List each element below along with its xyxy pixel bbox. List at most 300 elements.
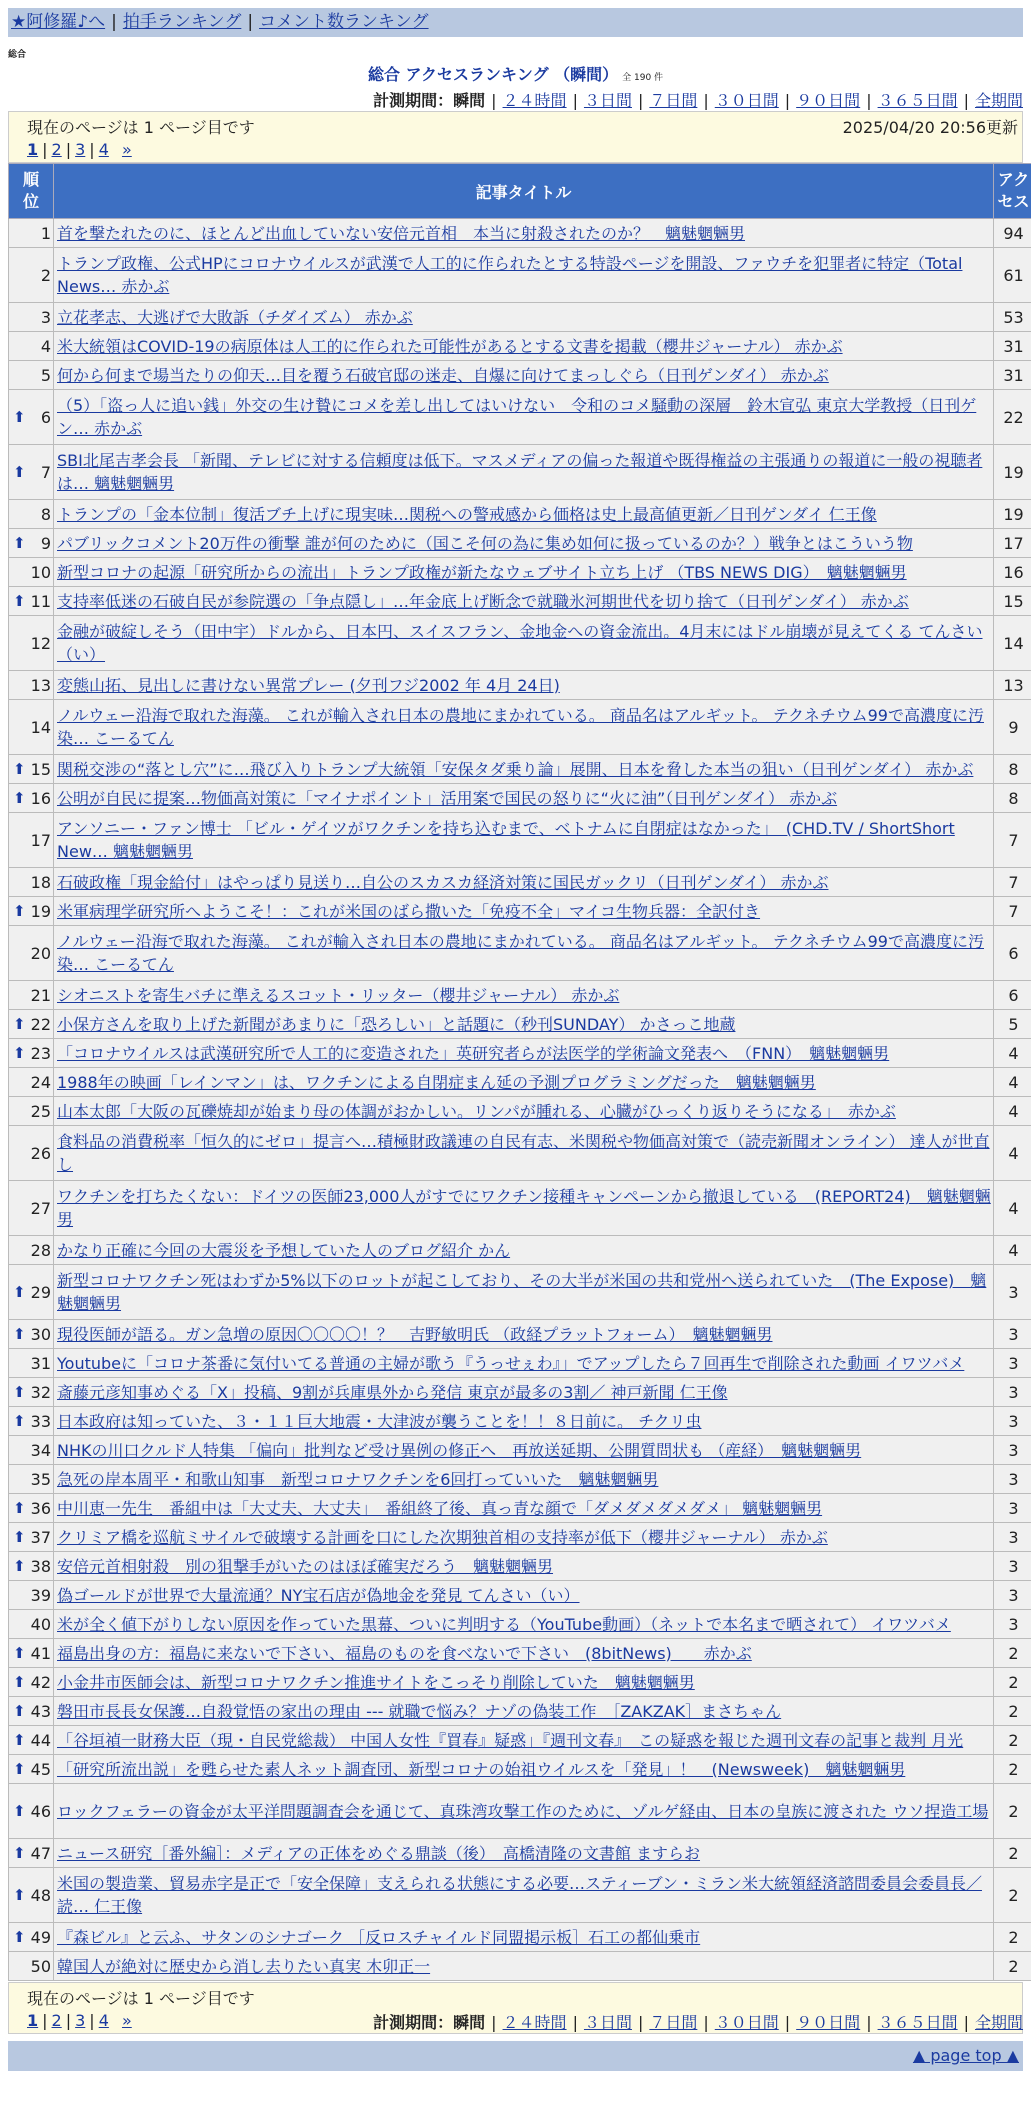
access-count: 4 bbox=[994, 1236, 1031, 1265]
title-cell bbox=[54, 445, 994, 500]
rank-cell bbox=[9, 332, 54, 361]
period-separator: | bbox=[572, 2013, 578, 2032]
table-row bbox=[9, 700, 1031, 755]
rank-cell bbox=[9, 1236, 54, 1265]
period-link[interactable]: ３０日間 bbox=[714, 2013, 779, 2032]
article-link[interactable]: 関税交渉の“落とし穴”に…飛び入りトランプ大統領「安保タダ乗り論」展開、日本を脅した本当の狙い（日刊ゲンダイ） 赤かぶ bbox=[57, 759, 974, 779]
access-count: 2 bbox=[994, 1639, 1031, 1668]
table-row bbox=[9, 1068, 1031, 1097]
access-count: 3 bbox=[994, 1265, 1031, 1320]
access-count: 3 bbox=[994, 1378, 1031, 1407]
table-row bbox=[9, 784, 1031, 813]
table-row bbox=[9, 671, 1031, 700]
up-arrow-icon: ⬆ bbox=[13, 1702, 26, 1720]
rank-cell bbox=[9, 303, 54, 332]
title-cell bbox=[54, 981, 994, 1010]
table-row bbox=[9, 1378, 1031, 1407]
rank-number: 24 bbox=[30, 1072, 51, 1092]
page-link[interactable]: 4 bbox=[98, 140, 109, 159]
article-link[interactable]: 小保方さんを取り上げた新聞があまりに「恐ろしい」と話題に（秒刊SUNDAY） かさっこ地蔵 bbox=[57, 1014, 736, 1034]
rank-cell bbox=[9, 1755, 54, 1784]
table-row bbox=[9, 587, 1031, 616]
article-link[interactable]: パブリックコメント20万件の衝撃 誰が何のために（国こそ何の為に集め如何に扱っているのか？）戦争とはこういう物 bbox=[57, 533, 913, 553]
access-count: 17 bbox=[994, 529, 1031, 558]
table-row bbox=[9, 1236, 1031, 1265]
up-arrow-icon: ⬆ bbox=[13, 902, 26, 920]
home-link[interactable]: ★阿修羅♪へ bbox=[11, 12, 106, 32]
access-count: 13 bbox=[994, 671, 1031, 700]
top-nav-bar bbox=[8, 8, 1023, 37]
rank-number: 2 bbox=[40, 265, 51, 285]
page-separator bbox=[113, 2011, 118, 2030]
rank-cell bbox=[9, 700, 54, 755]
rank-cell bbox=[9, 1349, 54, 1378]
article-link[interactable]: 山本太郎「大阪の瓦礫焼却が始まり母の体調がおかしい。リンパが腫れる、心臓がひっくり返りそうになる」 赤かぶ bbox=[57, 1101, 896, 1121]
access-count: 2 bbox=[994, 1952, 1031, 1981]
rank-number: 37 bbox=[30, 1527, 51, 1547]
table-row bbox=[9, 529, 1031, 558]
access-count: 7 bbox=[994, 868, 1031, 897]
period-separator: | bbox=[637, 91, 644, 110]
rank-cell bbox=[9, 1923, 54, 1952]
title-cell bbox=[54, 1068, 994, 1097]
title-cell bbox=[54, 1755, 994, 1784]
rank-number: 49 bbox=[30, 1927, 51, 1947]
up-arrow-icon: ⬆ bbox=[13, 1044, 26, 1062]
rank-number: 25 bbox=[30, 1101, 51, 1121]
article-link[interactable]: ロックフェラーの資金が太平洋問題調査会を通じて、真珠湾攻撃工作のために、ゾルゲ経由、日本の皇族に渡された ウソ捏造工場 bbox=[57, 1801, 989, 1821]
rank-number: 27 bbox=[30, 1198, 51, 1218]
page-link-current[interactable]: 1 bbox=[27, 140, 39, 159]
table-row bbox=[9, 1639, 1031, 1668]
rank-cell bbox=[9, 248, 54, 303]
rank-number: 23 bbox=[30, 1043, 51, 1063]
access-count: 3 bbox=[994, 1436, 1031, 1465]
rank-number: 1 bbox=[40, 223, 51, 243]
table-row bbox=[9, 1552, 1031, 1581]
rank-header: 順位 bbox=[9, 164, 54, 219]
article-link[interactable]: 公明が自民に提案…物価高対策に「マイナポイント」活用案で国民の怒りに“火に油”（日刊ゲンダイ） 赤かぶ bbox=[57, 788, 838, 808]
rank-number: 41 bbox=[30, 1643, 51, 1663]
ranking-table bbox=[8, 163, 1031, 1981]
article-link[interactable]: （5）「盗っ人に追い銭」外交の生け贄にコメを差し出してはいけない 令和のコメ騒動の深層 鈴木宣弘 東京大学教授（日刊ゲン… 赤かぶ bbox=[57, 396, 977, 438]
up-arrow-icon: ⬆ bbox=[13, 789, 26, 807]
article-link[interactable]: 首を撃たれたのに、ほとんど出血していない安倍元首相 本当に射殺されたのか？ 魑魅魍魎男 bbox=[57, 223, 746, 243]
article-link[interactable]: 米軍病理学研究所へようこそ！：これが米国のばら撒いた「免疫不全」マイコ生物兵器：全訳付き bbox=[57, 901, 761, 921]
paging-box-top bbox=[8, 111, 1023, 163]
table-row bbox=[9, 926, 1031, 981]
page-link[interactable]: 4 bbox=[98, 2011, 109, 2030]
rank-cell bbox=[9, 1097, 54, 1126]
article-link[interactable]: 金融が破綻しそう（田中宇）ドルから、日本円、スイスフラン、金地金への資金流出。4月末にはドル崩壊が見えてくる てんさい（い） bbox=[57, 622, 983, 664]
up-arrow-icon: ⬆ bbox=[13, 1412, 26, 1430]
article-link[interactable]: SBI北尾吉孝会長 「新聞、テレビに対する信頼度は低下。マスメディアの偏った報道や既得権益の主張通りの報道に一般の視聴者は… 魑魅魍魎男 bbox=[57, 451, 983, 493]
rank-cell bbox=[9, 1265, 54, 1320]
article-link[interactable]: クリミア橋を巡航ミサイルで破壊する計画を口にした次期独首相の支持率が低下（櫻井ジャーナル） 赤かぶ bbox=[57, 1527, 828, 1547]
access-count: 7 bbox=[994, 897, 1031, 926]
article-link[interactable]: ノルウェー沿海で取れた海藻。 これが輸入され日本の農地にまかれている。 商品名はアルギット。 テクネチウム99で高濃度に汚染… こーるてん bbox=[57, 706, 984, 748]
category-label: 総合 bbox=[8, 50, 27, 60]
article-link[interactable]: 立花孝志、大逃げで大敗訴（チダイズム） 赤かぶ bbox=[57, 307, 413, 327]
table-row bbox=[9, 1784, 1031, 1839]
pager-top bbox=[27, 140, 132, 159]
title-cell bbox=[54, 1697, 994, 1726]
title-cell bbox=[54, 219, 994, 248]
title-cell bbox=[54, 926, 994, 981]
up-arrow-icon: ⬆ bbox=[13, 1325, 26, 1343]
rank-number: 31 bbox=[30, 1353, 51, 1373]
period-link[interactable]: ３日間 bbox=[583, 2013, 632, 2032]
page-separator: | bbox=[65, 2011, 72, 2030]
rank-number: 33 bbox=[30, 1411, 51, 1431]
rank-cell bbox=[9, 671, 54, 700]
article-link[interactable]: 変態山拓、見出しに書けない異常プレー (夕刊フジ2002 年 4月 24日) bbox=[57, 675, 560, 695]
table-row bbox=[9, 1755, 1031, 1784]
article-link[interactable]: ノルウェー沿海で取れた海藻。 これが輸入され日本の農地にまかれている。 商品名はアルギット。 テクネチウム99で高濃度に汚染… こーるてん bbox=[57, 932, 984, 974]
rank-cell bbox=[9, 445, 54, 500]
title-cell bbox=[54, 1349, 994, 1378]
access-count: 19 bbox=[994, 445, 1031, 500]
page-link-current[interactable]: 1 bbox=[27, 2011, 39, 2030]
ranking-title: 総合 アクセスランキング （瞬間） bbox=[367, 65, 619, 84]
period-label: 計測期間： bbox=[373, 2013, 454, 2032]
article-link[interactable]: 安倍元首相射殺 別の狙撃手がいたのはほぼ確実だろう 魑魅魍魎男 bbox=[57, 1556, 554, 1576]
period-link[interactable]: ３６５日間 bbox=[877, 2013, 958, 2032]
pager-bottom bbox=[27, 2011, 132, 2030]
article-link[interactable]: アンソニー・ファン博士 「ビル・ゲイツがワクチンを持ち込むまで、ベトナムに自閉症はなかった」 (CHD.TV / ShortShort New… 魑魅魍魎男 bbox=[57, 819, 955, 861]
rank-number: 40 bbox=[30, 1614, 51, 1634]
article-link[interactable]: 新型コロナワクチン死はわずか5%以下のロットが起こしており、その大半が米国の共和党州へ送られていた (The Expose) 魑魅魍魎男 bbox=[57, 1271, 987, 1313]
article-link[interactable]: 米大統領はCOVID-19の病原体は人工的に作られた可能性があるとする文書を掲載（櫻井ジャーナル） 赤かぶ bbox=[57, 336, 843, 356]
access-count: 3 bbox=[994, 1349, 1031, 1378]
table-row bbox=[9, 219, 1031, 248]
access-count: 2 bbox=[994, 1726, 1031, 1755]
title-cell bbox=[54, 1610, 994, 1639]
table-row bbox=[9, 1465, 1031, 1494]
period-link[interactable]: ２４時間 bbox=[502, 91, 567, 110]
rank-number: 14 bbox=[30, 717, 51, 737]
access-count: 4 bbox=[994, 1097, 1031, 1126]
up-arrow-icon: ⬆ bbox=[13, 1760, 26, 1778]
rank-cell bbox=[9, 1126, 54, 1181]
title-cell bbox=[54, 587, 994, 616]
access-count: 2 bbox=[994, 1668, 1031, 1697]
rank-number: 4 bbox=[40, 336, 51, 356]
rank-number: 7 bbox=[40, 462, 51, 482]
rank-cell bbox=[9, 1523, 54, 1552]
access-count: 3 bbox=[994, 1465, 1031, 1494]
title-cell bbox=[54, 390, 994, 445]
table-row bbox=[9, 500, 1031, 529]
article-link[interactable]: 日本政府は知っていた、３・１１巨大地震・大津波が襲うことを！！８日前に。 チクリ虫 bbox=[57, 1411, 702, 1431]
bottom-bar bbox=[8, 2041, 1023, 2071]
article-link[interactable]: 何から何まで場当たりの仰天…目を覆う石破官邸の迷走、自爆に向けてまっしぐら（日刊ゲンダイ） 赤かぶ bbox=[57, 365, 829, 385]
rank-number: 26 bbox=[30, 1143, 51, 1163]
title-cell bbox=[54, 1436, 994, 1465]
page-separator: | bbox=[42, 2011, 48, 2030]
title-cell bbox=[54, 1181, 994, 1236]
access-header: アクセス bbox=[994, 164, 1031, 219]
article-link[interactable]: 「研究所流出説」を甦らせた素人ネット調査団、新型コロナの始祖ウイルスを「発見」！ (Newsweek) 魑魅魍魎男 bbox=[57, 1759, 906, 1779]
period-selector-bottom bbox=[373, 2010, 1023, 2033]
access-count: 19 bbox=[994, 500, 1031, 529]
page-top-link[interactable]: ▲ page top ▲ bbox=[912, 2046, 1019, 2065]
rank-number: 19 bbox=[30, 901, 51, 921]
rank-number: 46 bbox=[30, 1801, 51, 1821]
period-separator: | bbox=[963, 2013, 969, 2032]
access-count: 94 bbox=[994, 219, 1031, 248]
title-cell bbox=[54, 813, 994, 868]
title-cell bbox=[54, 500, 994, 529]
page-separator bbox=[113, 140, 118, 159]
period-selector-top bbox=[373, 88, 1023, 111]
table-row bbox=[9, 361, 1031, 390]
access-count: 6 bbox=[994, 981, 1031, 1010]
title-cell bbox=[54, 700, 994, 755]
article-link[interactable]: 韓国人が絶対に歴史から消し去りたい真実 木卯正一 bbox=[57, 1956, 431, 1976]
article-link[interactable]: 福島出身の方：福島に来ないで下さい、福島のものを食べないで下さい (8bitNews) 赤かぶ bbox=[57, 1643, 752, 1663]
period-separator: | bbox=[784, 2013, 791, 2032]
article-link[interactable]: 「谷垣禎一財務大臣（現・自民党総裁） 中国人女性『買春』疑惑」『週刊文春』 この疑惑を報じた週刊文春の記事と裁判 月光 bbox=[57, 1730, 964, 1750]
rank-number: 9 bbox=[40, 533, 51, 553]
page-separator: | bbox=[42, 140, 48, 159]
title-cell bbox=[54, 1407, 994, 1436]
title-cell bbox=[54, 361, 994, 390]
period-link[interactable]: ３６５日間 bbox=[877, 91, 958, 110]
rank-number: 30 bbox=[30, 1324, 51, 1344]
access-count: 6 bbox=[994, 926, 1031, 981]
up-arrow-icon: ⬆ bbox=[13, 1383, 26, 1401]
comment-ranking-link[interactable]: コメント数ランキング bbox=[259, 12, 429, 32]
article-link[interactable]: 食料品の消費税率「恒久的にゼロ」提言へ…積極財政議連の自民有志、米関税や物価高対策で（読売新聞オンライン） 達人が世直し bbox=[57, 1132, 990, 1174]
nav-separator: | bbox=[247, 12, 254, 32]
title-cell bbox=[54, 1378, 994, 1407]
access-count: 3 bbox=[994, 1407, 1031, 1436]
table-row bbox=[9, 616, 1031, 671]
period-link[interactable]: ９０日間 bbox=[796, 91, 861, 110]
page-link[interactable]: 2 bbox=[51, 2011, 62, 2030]
title-cell bbox=[54, 1784, 994, 1839]
rank-number: 20 bbox=[30, 943, 51, 963]
period-separator: | bbox=[963, 91, 969, 110]
title-cell bbox=[54, 897, 994, 926]
article-link[interactable]: 偽ゴールドが世界で大量流通？NY宝石店が偽地金を発見 てんさい（い） bbox=[57, 1585, 580, 1605]
table-row bbox=[9, 1610, 1031, 1639]
article-link[interactable]: 磐田市長長女保護…自殺覚悟の家出の理由 --- 就職で悩み？ナゾの偽装工作 ［ZAKZAK］まさちゃん bbox=[57, 1701, 782, 1721]
rank-cell bbox=[9, 1010, 54, 1039]
article-link[interactable]: 小金井市医師会は、新型コロナワクチン推進サイトをこっそり削除していた 魑魅魍魎男 bbox=[57, 1672, 695, 1692]
rank-number: 47 bbox=[30, 1843, 51, 1863]
table-row bbox=[9, 248, 1031, 303]
page-link[interactable]: 2 bbox=[51, 140, 62, 159]
page-separator: | bbox=[89, 140, 95, 159]
table-row bbox=[9, 1839, 1031, 1868]
rank-cell bbox=[9, 981, 54, 1010]
article-link[interactable]: 中川恵一先生 番組中は「大丈夫、大丈夫」 番組終了後、真っ青な顔で「ダメダメダメダメ」 魑魅魍魎男 bbox=[57, 1498, 823, 1518]
table-row bbox=[9, 1039, 1031, 1068]
up-arrow-icon: ⬆ bbox=[13, 1886, 26, 1904]
up-arrow-icon: ⬆ bbox=[13, 1557, 26, 1575]
title-cell bbox=[54, 1465, 994, 1494]
rank-cell bbox=[9, 1436, 54, 1465]
rank-number: 3 bbox=[40, 307, 51, 327]
article-link[interactable]: かなり正確に今回の大震災を予想していた人のブログ紹介 かん bbox=[57, 1240, 511, 1260]
access-count: 14 bbox=[994, 616, 1031, 671]
rank-number: 45 bbox=[30, 1759, 51, 1779]
table-row bbox=[9, 558, 1031, 587]
article-link[interactable]: 支持率低迷の石破自民が参院選の「争点隠し」…年金底上げ断念で就職氷河期世代を切り捨て（日刊ゲンダイ） 赤かぶ bbox=[57, 591, 909, 611]
rank-number: 50 bbox=[30, 1956, 51, 1976]
up-arrow-icon: ⬆ bbox=[13, 1673, 26, 1691]
table-row bbox=[9, 1868, 1031, 1923]
title-cell bbox=[54, 248, 994, 303]
article-link[interactable]: 新型コロナの起源「研究所からの流出」トランプ政権が新たなウェブサイト立ち上げ （TBS NEWS DIG） 魑魅魍魎男 bbox=[57, 562, 907, 582]
access-count: 3 bbox=[994, 1523, 1031, 1552]
rank-number: 32 bbox=[30, 1382, 51, 1402]
next-page-link[interactable]: » bbox=[121, 140, 132, 159]
access-count: 3 bbox=[994, 1320, 1031, 1349]
article-link[interactable]: 米が全く値下がりしない原因を作っていた黒幕、ついに判明する（YouTube動画）（ネットで本名まで晒されて） イワツバメ bbox=[57, 1614, 951, 1634]
access-count: 2 bbox=[994, 1923, 1031, 1952]
article-link[interactable]: 石破政権「現金給付」はやっぱり見送り…自公のスカスカ経済対策に国民ガックリ（日刊ゲンダイ） 赤かぶ bbox=[57, 872, 829, 892]
title-cell bbox=[54, 1839, 994, 1868]
rank-cell bbox=[9, 1581, 54, 1610]
total-count: 全 190 件 bbox=[622, 73, 664, 83]
article-link[interactable]: Youtubeに「コロナ茶番に気付いてる普通の主婦が歌う『うっせぇわ』」でアップしたら７回再生で削除された動画 イワツバメ bbox=[57, 1353, 965, 1373]
rank-number: 16 bbox=[30, 788, 51, 808]
rank-cell bbox=[9, 1868, 54, 1923]
title-cell bbox=[54, 1010, 994, 1039]
title-cell bbox=[54, 529, 994, 558]
period-link[interactable]: ９０日間 bbox=[796, 2013, 861, 2032]
article-link[interactable]: シオニストを寄生バチに準えるスコット・リッター（櫻井ジャーナル） 赤かぶ bbox=[57, 985, 620, 1005]
table-row bbox=[9, 1126, 1031, 1181]
next-page-link[interactable]: » bbox=[121, 2011, 132, 2030]
article-link[interactable]: 『森ビル』と云ふ、サタンのシナゴーク ［反ロスチャイルド同盟掲示板］石工の都仙乗市 bbox=[57, 1927, 701, 1947]
period-link[interactable]: ３０日間 bbox=[714, 91, 779, 110]
article-link[interactable]: 「コロナウイルスは武漢研究所で人工的に変造された」英研究者らが法医学的学術論文発表へ （FNN） 魑魅魍魎男 bbox=[57, 1043, 890, 1063]
clap-ranking-link[interactable]: 拍手ランキング bbox=[122, 12, 242, 32]
title-header: 記事タイトル bbox=[54, 164, 994, 219]
rank-cell bbox=[9, 813, 54, 868]
rank-cell bbox=[9, 1039, 54, 1068]
access-count: 5 bbox=[994, 1010, 1031, 1039]
article-link[interactable]: 斎藤元彦知事めぐる「X」投稿、9割が兵庫県外から発信 東京が最多の3割／ 神戸新聞 仁王像 bbox=[57, 1382, 728, 1402]
up-arrow-icon: ⬆ bbox=[13, 1644, 26, 1662]
title-cell bbox=[54, 1923, 994, 1952]
title-cell bbox=[54, 1494, 994, 1523]
page-title bbox=[0, 62, 1031, 85]
period-separator: | bbox=[703, 91, 709, 110]
page-link[interactable]: 3 bbox=[75, 140, 86, 159]
access-count: 7 bbox=[994, 813, 1031, 868]
article-link[interactable]: ニュース研究［番外編］：メディアの正体をめぐる鼎談（後） 高橋清隆の文書館 ますらお bbox=[57, 1843, 701, 1863]
period-current: 瞬間 bbox=[453, 91, 486, 110]
access-count: 31 bbox=[994, 361, 1031, 390]
access-count: 53 bbox=[994, 303, 1031, 332]
rank-cell bbox=[9, 1320, 54, 1349]
table-row bbox=[9, 1265, 1031, 1320]
up-arrow-icon: ⬆ bbox=[13, 1283, 26, 1301]
rank-cell bbox=[9, 1726, 54, 1755]
article-link[interactable]: 米国の製造業、貿易赤字是正で「安全保障」支えられる状態にする必要…スティーブン・ミラン米大統領経済諮問委員会委員長／ 読… 仁王像 bbox=[57, 1874, 982, 1916]
rank-cell bbox=[9, 1784, 54, 1839]
article-link[interactable]: トランプ政権、公式HPにコロナウイルスが武漢で人工的に作られたとする特設ページを開設、ファウチを犯罪者に特定（Total News… 赤かぶ bbox=[57, 254, 963, 296]
period-link[interactable]: ２４時間 bbox=[502, 2013, 567, 2032]
table-row bbox=[9, 868, 1031, 897]
access-count: 4 bbox=[994, 1068, 1031, 1097]
title-cell bbox=[54, 1726, 994, 1755]
access-count: 2 bbox=[994, 1839, 1031, 1868]
period-link[interactable]: 全期間 bbox=[974, 91, 1023, 110]
period-link[interactable]: 全期間 bbox=[974, 2013, 1023, 2032]
table-row bbox=[9, 445, 1031, 500]
article-link[interactable]: 1988年の映画「レインマン」は、ワクチンによる自閉症まん延の予測プログラミングだった 魑魅魍魎男 bbox=[57, 1072, 816, 1092]
title-cell bbox=[54, 1320, 994, 1349]
access-count: 61 bbox=[994, 248, 1031, 303]
rank-cell bbox=[9, 1494, 54, 1523]
rank-cell bbox=[9, 1181, 54, 1236]
current-page-text: 現在のページは 1 ページ目です bbox=[27, 118, 255, 137]
rank-number: 29 bbox=[30, 1282, 51, 1302]
rank-cell bbox=[9, 587, 54, 616]
nav-separator: | bbox=[111, 12, 117, 32]
period-separator: | bbox=[572, 91, 578, 110]
period-link[interactable]: ７日間 bbox=[649, 91, 698, 110]
title-cell bbox=[54, 1581, 994, 1610]
title-cell bbox=[54, 868, 994, 897]
page-link[interactable]: 3 bbox=[75, 2011, 86, 2030]
table-row bbox=[9, 1726, 1031, 1755]
title-cell bbox=[54, 616, 994, 671]
up-arrow-icon: ⬆ bbox=[13, 534, 26, 552]
period-link[interactable]: ７日間 bbox=[649, 2013, 698, 2032]
rank-number: 35 bbox=[30, 1469, 51, 1489]
article-link[interactable]: ワクチンを打ちたくない：ドイツの医師23,000人がすでにワクチン接種キャンペーンから撤退している (REPORT24) 魑魅魍魎男 bbox=[57, 1187, 991, 1229]
rank-number: 36 bbox=[30, 1498, 51, 1518]
rank-number: 18 bbox=[30, 872, 51, 892]
rank-cell bbox=[9, 1378, 54, 1407]
table-row bbox=[9, 813, 1031, 868]
rank-number: 42 bbox=[30, 1672, 51, 1692]
rank-cell bbox=[9, 1639, 54, 1668]
rank-cell bbox=[9, 1668, 54, 1697]
article-link[interactable]: 急死の岸本周平・和歌山知事 新型コロナワクチンを6回打っていいた 魑魅魍魎男 bbox=[57, 1469, 659, 1489]
table-row bbox=[9, 1407, 1031, 1436]
table-row bbox=[9, 1320, 1031, 1349]
rank-cell bbox=[9, 500, 54, 529]
title-cell bbox=[54, 1952, 994, 1981]
period-separator: | bbox=[703, 2013, 709, 2032]
rank-number: 43 bbox=[30, 1701, 51, 1721]
up-arrow-icon: ⬆ bbox=[13, 463, 26, 481]
rank-number: 44 bbox=[30, 1730, 51, 1750]
up-arrow-icon: ⬆ bbox=[13, 1499, 26, 1517]
article-link[interactable]: NHKの川口クルド人特集 「偏向」批判など受け異例の修正へ 再放送延期、公開質問状も （産経） 魑魅魍魎男 bbox=[57, 1440, 862, 1460]
rank-number: 22 bbox=[30, 1014, 51, 1034]
period-link[interactable]: ３日間 bbox=[583, 91, 632, 110]
rank-number: 12 bbox=[30, 633, 51, 653]
rank-cell bbox=[9, 1839, 54, 1868]
title-cell bbox=[54, 1523, 994, 1552]
title-cell bbox=[54, 784, 994, 813]
table-row bbox=[9, 897, 1031, 926]
access-count: 3 bbox=[994, 1581, 1031, 1610]
article-link[interactable]: トランプの「金本位制」復活ブチ上げに現実味…関税への警戒感から価格は史上最高値更新／日刊ゲンダイ 仁王像 bbox=[57, 504, 877, 524]
rank-number: 15 bbox=[30, 759, 51, 779]
title-cell bbox=[54, 1868, 994, 1923]
article-link[interactable]: 現役医師が語る。ガン急増の原因〇〇〇〇！？ 吉野敏明氏 （政経プラットフォーム） 魑魅魍魎男 bbox=[57, 1324, 773, 1344]
